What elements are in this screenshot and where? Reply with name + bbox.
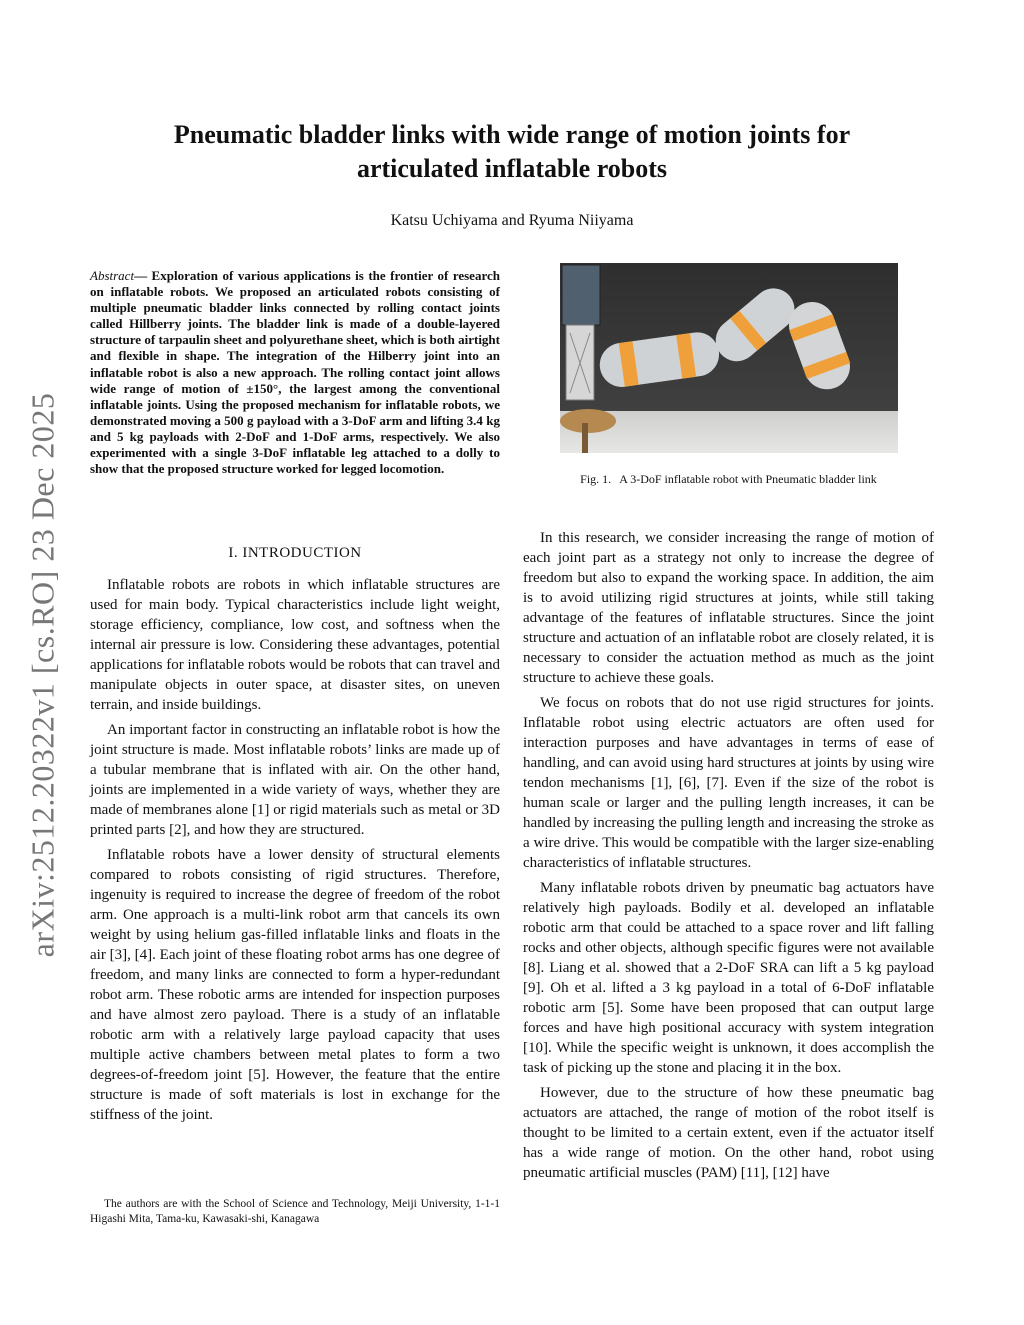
paragraph: We focus on robots that do not use rigid structures for joints. Inflatable robot using electric actuators are often used for interaction purposes and have advantages in terms of ease of handling, and can avoid using hard structures at joints by using wire tendon mechanisms [1], [6], [7]. Even if the size of the robot is human scale or larger and the pulling length increases, it can be handled by increasing the pulling length and increasing the stroke as a wire drive. This would be compatible with the larger size-enabling characteristics of inflatable structures. xyxy=(523,695,934,871)
section-heading-introduction: I. INTRODUCTION xyxy=(228,545,362,561)
authors: Katsu Uchiyama and Ryuma Niiyama xyxy=(390,212,634,229)
paragraph: An important factor in constructing an inflatable robot is how the joint structure is made. Most inflatable robots’ links are made up of a tubular membrane that is inflated with air. On the other hand, joints are implemented in a wide variety of ways, whether they are made of membranes alone [1] or rigid materials such as metal or 3D printed parts [2], and how they are structured. xyxy=(90,722,500,838)
paper-title xyxy=(120,118,904,186)
paragraph: In this research, we consider increasing the range of motion of each joint part as a strategy not only to increase the degree of freedom but also to expand the working space. In addition, the aim is to avoid utilizing rigid structures at joints, while still taking advantage of the features of inflatable structures. Since the joint structure and actuation of an inflatable robot are closely related, it is necessary to consider the actuation method as much as the joint structure to achieve these goals. xyxy=(523,530,934,686)
paragraph: However, due to the structure of how these pneumatic bag actuators are attached, the range of motion of the robot itself is thought to be limited to a certain extent, even if the actuator itself has a wide range of motion. On the other hand, robot using pneumatic artificial muscles (PAM) [11], [12] have xyxy=(523,1085,934,1181)
robot-photo-illustration xyxy=(560,263,898,453)
title-line-2: articulated inflatable robots xyxy=(356,154,668,183)
paragraph: Many inflatable robots driven by pneumatic bag actuators have relatively high payloads. Bodily et al. developed an inflatable robotic arm that could be attached to a space rover and lift falling rocks and other objects, although specific figures were not available [8]. Liang et al. showed that a 2-DoF SRA can lift a 5 kg payload [9]. Oh et al. lifted a 3 kg payload in a total of 6-DoF inflatable robotic arm [5]. Some have been proposed that can output large forces and have high positional accuracy with system integration [10]. While the specific weight is unknown, it does accomplish the task of picking up the stone and placing it in the box. xyxy=(523,880,934,1076)
abstract-label: Abstract xyxy=(90,268,135,283)
left-column-body xyxy=(90,575,500,1130)
paragraph: Inflatable robots are robots in which inflatable structures are used for main body. Typical characteristics include light weight, storage efficiency, compliance, low cost, and softness when the internal air pressure is low. Considering these advantages, potential applications for inflatable robots would be robots that can travel and manipulate objects in outer space, at disaster sites, on uneven terrain, and inside buildings. xyxy=(90,577,500,713)
paragraph: Inflatable robots have a lower density of structural elements compared to robots consisting of rigid structures. Therefore, ingenuity is required to increase the degree of freedom of the robot arm. One approach is a multi-link robot arm that cancels its own weight by using helium gas-filled inflatable links and floats in the air [3], [4]. Each joint of these floating robot arms has one degree of freedom, and many links are connected to form a hyper-redundant robot arm. These robotic arms are intended for inspection purposes and have almost zero payload. There is a study of an inflatable robotic arm with a relatively large payload capacity that uses multiple active chambers between metal plates to form a two degrees-of-freedom joint [5]. However, the feature that the entire structure is made of soft materials is lost in exchange for the stiffness of the joint. xyxy=(90,847,500,1123)
right-column-body xyxy=(523,528,934,1188)
affiliation-footnote: The authors are with the School of Science and Technology, Meiji University, 1-1-1 Higashi Mita, Tama-ku, Kawasaki-shi, Kanagawa xyxy=(90,1198,500,1225)
abstract xyxy=(90,268,500,477)
figure-robot-photo xyxy=(560,263,898,453)
figure-caption xyxy=(523,472,934,487)
figure-caption-text: A 3-DoF inflatable robot with Pneumatic bladder link xyxy=(619,472,877,486)
title-line-1: Pneumatic bladder links with wide range of motion joints for xyxy=(173,120,851,149)
abstract-text: — Exploration of various applications is the frontier of research on inflatable robots. We proposed an articulated robots consisting of multiple pneumatic bladder links connected by rolling contact joints called Hillberry joints. The bladder link is made of a double-layered structure of tarpaulin sheet and polyurethane sheet, which is both airtight and flexible in shape. The integration of the Hilberry joint into an inflatable robot is also a new approach. The rolling contact joint allows wide range of motion of ±150°, the largest among the conventional inflatable joints. Using the proposed mechanism for inflatable robots, we demonstrated moving a 500 g payload with a 3-DoF arm and lifting 3.4 kg and 5 kg payloads with 2-DoF and 1-DoF arms, respectively. We also experimented with a single 3-DoF inflatable leg attached to a dolly to show that the proposed structure worked for legged locomotion. xyxy=(90,268,500,477)
figure-label: Fig. 1. xyxy=(580,472,612,486)
arxiv-identifier: arXiv:2512.20322v1 [cs.RO] 23 Dec 2025 xyxy=(24,392,61,958)
